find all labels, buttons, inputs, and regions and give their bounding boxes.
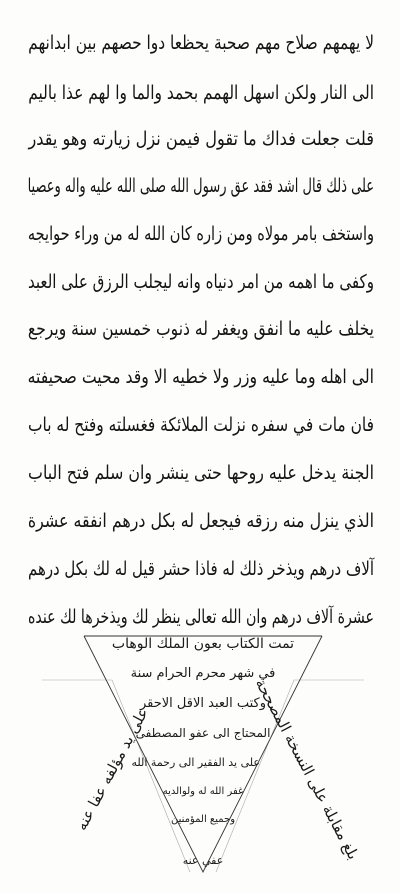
manuscript-line: واستخف بامر مولاه ومن زاره كان الله له من وراء حوايجه bbox=[27, 223, 375, 245]
manuscript-line: الجنة يدخل عليه روحها حتى ينشر وان سلم فتح الباب bbox=[28, 462, 375, 484]
colophon-side-note-right: بلغ مقابلة على النسخة المصححة bbox=[251, 675, 363, 863]
manuscript-line: عشرة آلاف درهم وان الله تعالى ينظر لك ويذخرها لك عنده bbox=[27, 606, 375, 628]
colophon-line: تمت الكتاب بعون الملك الوهاب bbox=[111, 636, 295, 652]
manuscript-line: وكفى ما اهمه من امر دنياه وانه ليجلب الرزق على العبد bbox=[27, 271, 374, 293]
manuscript-line: الذي ينزل منه رزقه فيجعل له بكل درهم انفقه عشرة bbox=[27, 510, 374, 532]
colophon-line: غفر الله له ولوالديه bbox=[162, 786, 244, 797]
colophon-line: على يد الفقير الى رحمة الله bbox=[131, 756, 260, 769]
manuscript-line: يخلف عليه ما انفق ويغفر له ذنوب خمسين سنة ويرجع bbox=[27, 318, 374, 340]
colophon-line: وكتب العبد الاقل الاحقر bbox=[139, 696, 267, 711]
manuscript-line: الى اهله وما عليه وزر ولا خطيه الا وقد محيت صحيفته bbox=[27, 366, 375, 388]
manuscript-line: آلاف درهم ويذخر ذلك له فاذا حشر قيل له لك بكل درهم bbox=[28, 558, 374, 580]
colophon-line: وجميع المؤمنين bbox=[170, 814, 236, 825]
colophon-line: في شهر محرم الحرام سنة bbox=[130, 666, 276, 681]
manuscript-line: على ذلك قال اشد فقد عق رسول الله صلى الله عليه واله وعصيا bbox=[27, 175, 374, 197]
colophon-side-note-left: على يد مؤلفه عفا عنه bbox=[72, 704, 152, 834]
colophon-footer: عفي عنه bbox=[182, 854, 224, 867]
manuscript-line: قلت جعلت فداك ما تقول فيمن نزل زيارته وهو يقدر bbox=[28, 128, 375, 150]
manuscript-line: الى النار ولكن اسهل الهمم بحمد والما وا لهم عذا باليم bbox=[28, 82, 375, 104]
manuscript-line: لا يهمهم صلاح مهم صحبة يحظعا دوا حصهم بين ابدانهم bbox=[28, 32, 374, 54]
colophon-line: المحتاج الى عفو المصطفى bbox=[135, 726, 271, 740]
manuscript-line: فان مات في سفره نزلت الملائكة فغسلته وفتح له باب bbox=[27, 414, 374, 436]
